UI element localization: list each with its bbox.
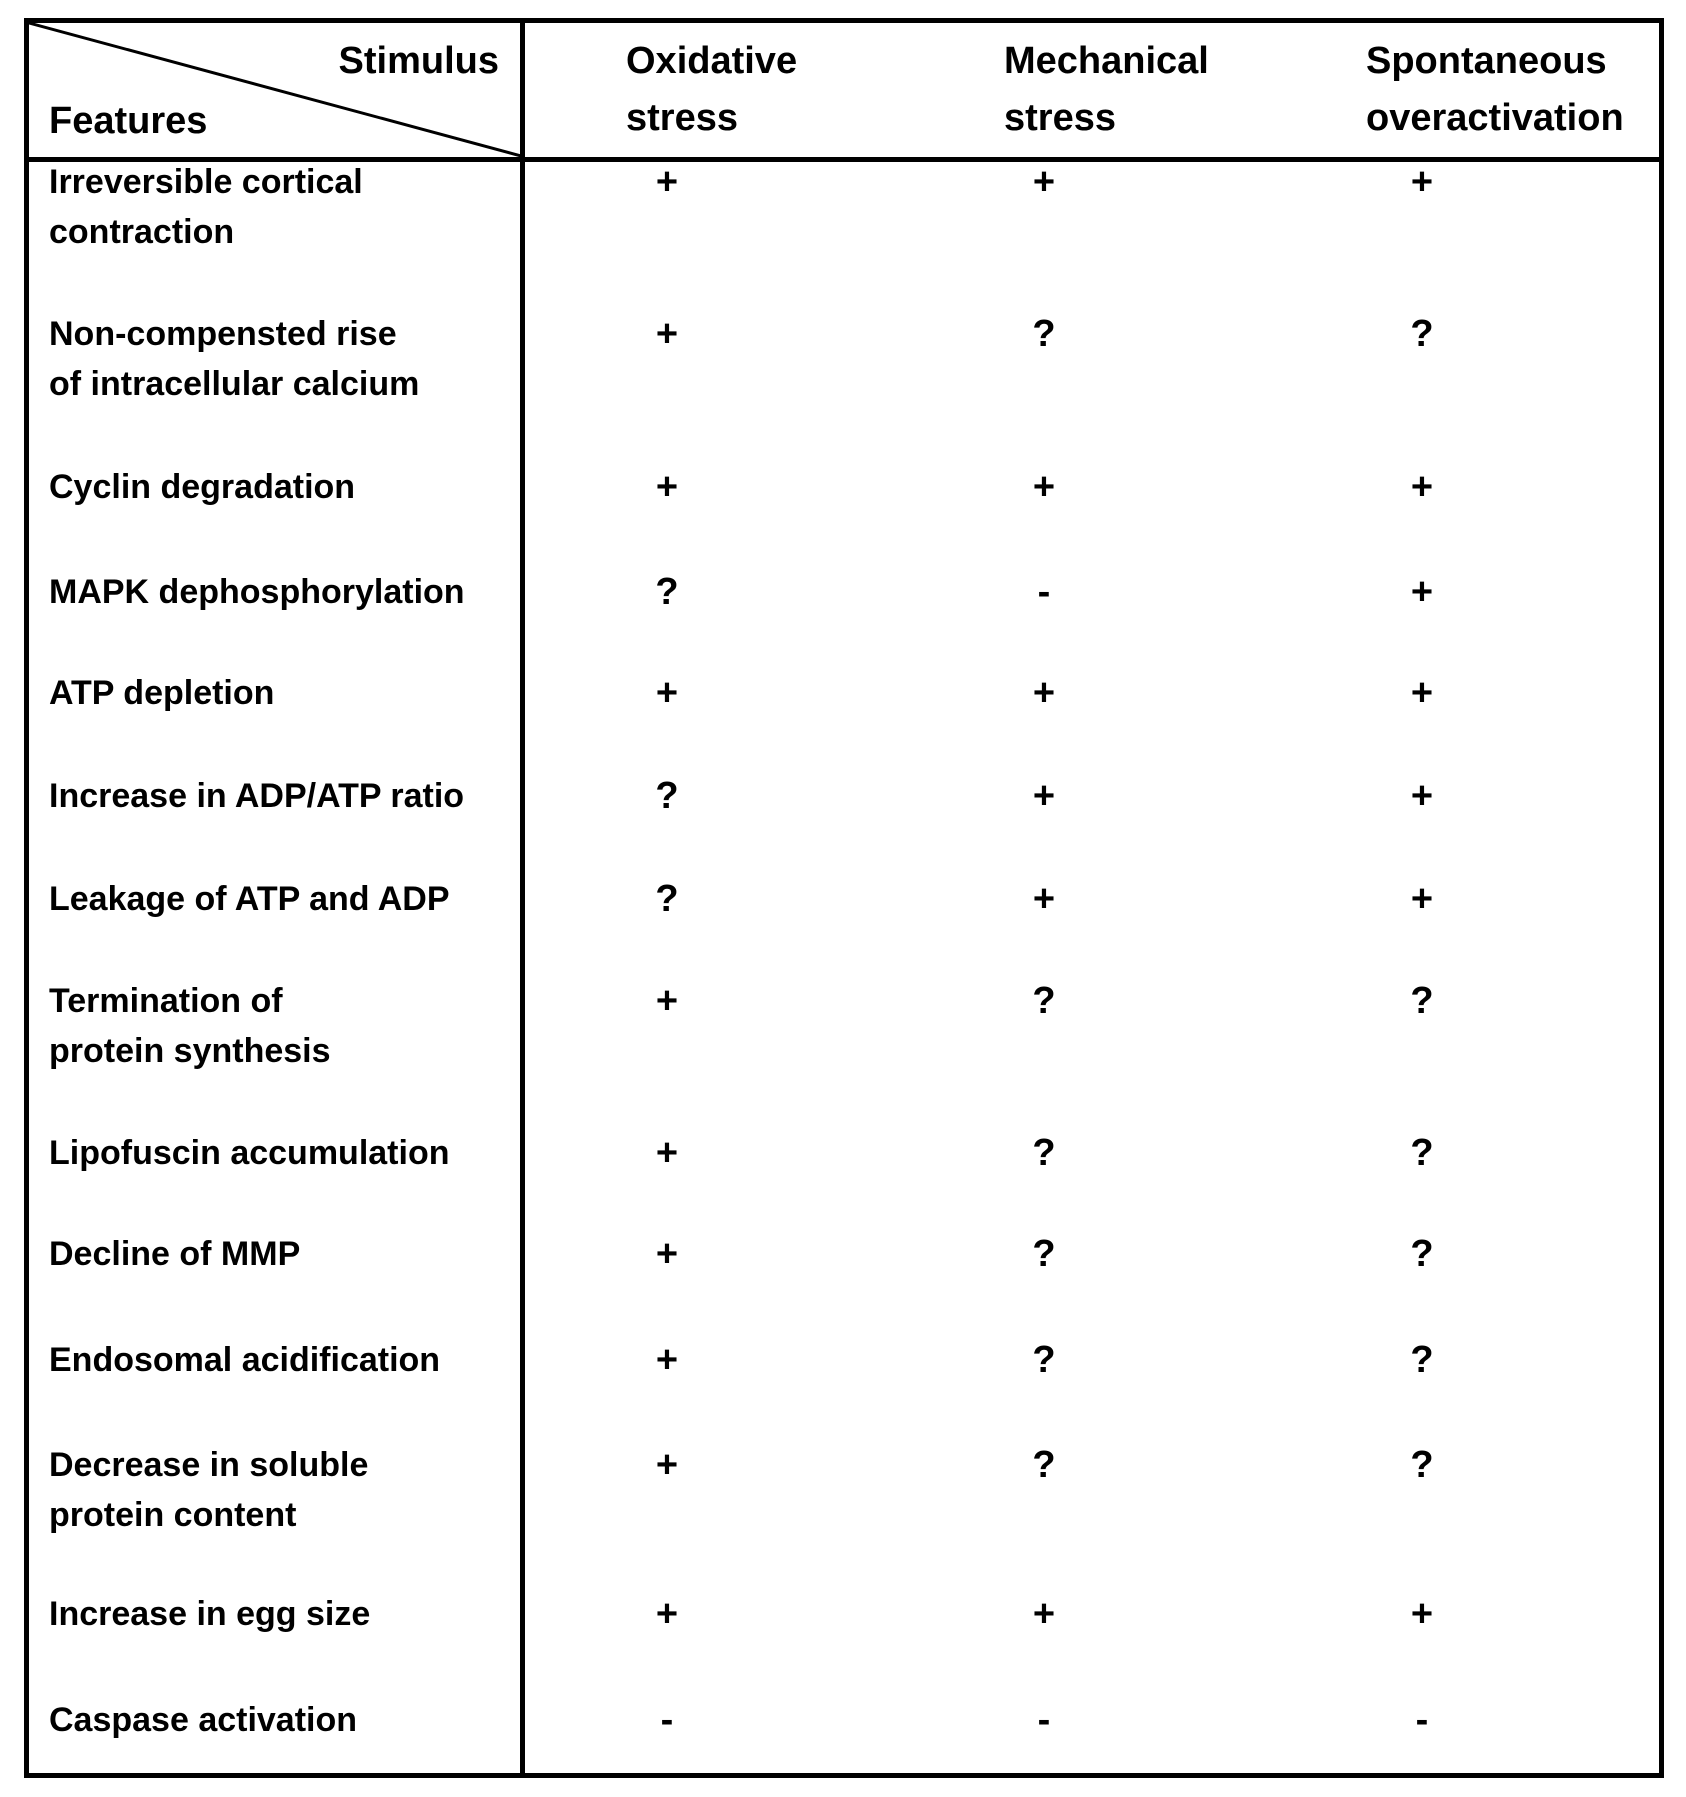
cell-mark: ?: [1410, 980, 1434, 1022]
cell-mark: +: [655, 1593, 679, 1635]
feature-label: Termination of protein synthesis: [49, 982, 331, 1070]
cell-mark: +: [1410, 466, 1434, 508]
feature-label: ATP depletion: [49, 674, 275, 712]
cell-mark: +: [1410, 672, 1434, 714]
cell-mark: +: [655, 313, 679, 355]
column-header-oxidative: Oxidative stress: [626, 40, 798, 139]
comparison-table: [24, 18, 1664, 1778]
cell-mark: +: [655, 466, 679, 508]
cell-mark: -: [660, 1699, 674, 1741]
feature-label: Non-compensted rise of intracellular calcium: [49, 315, 420, 403]
cell-mark: -: [1037, 571, 1051, 613]
cell-mark: +: [655, 1132, 679, 1174]
cell-mark: +: [1410, 878, 1434, 920]
column-header-spontaneous: Spontaneous overactivation: [1366, 40, 1624, 139]
cell-mark: +: [1032, 466, 1056, 508]
cell-mark: +: [655, 1444, 679, 1486]
corner-label-stimulus: Stimulus: [338, 40, 499, 82]
cell-mark: +: [655, 1339, 679, 1381]
cell-mark: +: [655, 161, 679, 203]
cell-mark: ?: [1410, 1132, 1434, 1174]
cell-mark: +: [1032, 775, 1056, 817]
feature-label: Lipofuscin accumulation: [49, 1134, 450, 1172]
cell-mark: +: [1032, 1593, 1056, 1635]
cell-mark: ?: [655, 878, 679, 920]
feature-label: MAPK dephosphorylation: [49, 573, 465, 611]
cell-mark: +: [1410, 775, 1434, 817]
cell-mark: -: [1415, 1699, 1429, 1741]
cell-mark: ?: [1032, 980, 1056, 1022]
feature-label: Cyclin degradation: [49, 468, 356, 506]
cell-mark: ?: [655, 775, 679, 817]
cell-mark: +: [655, 672, 679, 714]
cell-mark: ?: [1032, 1444, 1056, 1486]
cell-mark: +: [1032, 878, 1056, 920]
feature-label: Endosomal acidification: [49, 1341, 441, 1379]
cell-mark: ?: [1032, 1233, 1056, 1275]
column-divider: [520, 23, 525, 1773]
corner-label-features: Features: [49, 100, 208, 142]
feature-label: Leakage of ATP and ADP: [49, 880, 450, 918]
column-header-mechanical: Mechanical stress: [1004, 40, 1209, 139]
cell-mark: +: [655, 1233, 679, 1275]
cell-mark: -: [1037, 1699, 1051, 1741]
cell-mark: ?: [1410, 313, 1434, 355]
feature-label: Irreversible cortical contraction: [49, 163, 363, 251]
feature-label: Caspase activation: [49, 1701, 358, 1739]
cell-mark: +: [1032, 672, 1056, 714]
cell-mark: +: [655, 980, 679, 1022]
feature-label: Increase in egg size: [49, 1595, 371, 1633]
feature-label: Decline of MMP: [49, 1235, 301, 1273]
cell-mark: ?: [1032, 313, 1056, 355]
cell-mark: +: [1032, 161, 1056, 203]
cell-mark: +: [1410, 161, 1434, 203]
cell-mark: +: [1410, 1593, 1434, 1635]
cell-mark: +: [1410, 571, 1434, 613]
cell-mark: ?: [1410, 1444, 1434, 1486]
feature-label: Decrease in soluble protein content: [49, 1446, 369, 1534]
cell-mark: ?: [1032, 1339, 1056, 1381]
feature-label: Increase in ADP/ATP ratio: [49, 777, 465, 815]
cell-mark: ?: [1410, 1339, 1434, 1381]
cell-mark: ?: [655, 571, 679, 613]
cell-mark: ?: [1032, 1132, 1056, 1174]
cell-mark: ?: [1410, 1233, 1434, 1275]
